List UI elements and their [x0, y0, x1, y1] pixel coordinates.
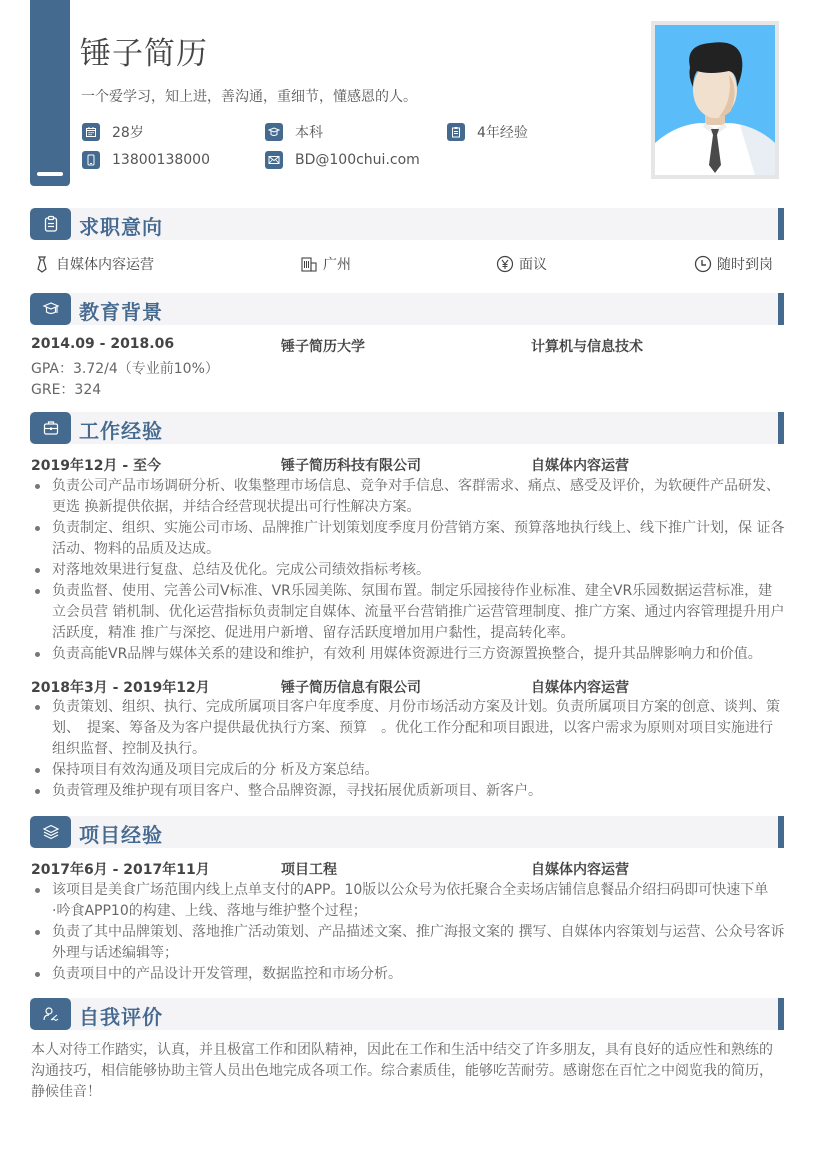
- section-title: 求职意向: [79, 215, 163, 239]
- availability-value: 随时到岗: [717, 257, 773, 273]
- project-name: 项目工程: [281, 862, 337, 878]
- header-accent-bar: [30, 0, 70, 186]
- list-item: 负责策划、组织、执行、完成所属项目客户年度季度、月份市场活动方案及计划。负责所属项目方案的创意、谈判、策划、 提案、筹备及为客户提供最优执行方案、预算 。优化工作分配和项目跟进，以客户需求为原则对项目实施进行组织监督、控制及执行。: [31, 697, 786, 760]
- job-bullets: [31, 697, 786, 802]
- layers-icon: [30, 816, 71, 848]
- candidate-name: 锤子简历: [80, 36, 208, 72]
- section-end-bar: [778, 816, 784, 848]
- section-header-work: [30, 412, 784, 444]
- briefcase-icon: [30, 412, 71, 444]
- education-school: 锤子简历大学: [281, 339, 365, 355]
- info-experience: [447, 122, 528, 142]
- intent-salary: [496, 254, 547, 274]
- candidate-motto: 一个爱学习，知上进，善沟通，重细节，懂感恩的人。: [81, 89, 417, 105]
- building-icon: [300, 255, 318, 273]
- intent-city: [300, 254, 351, 274]
- section-end-bar: [778, 293, 784, 325]
- intent-position: [33, 254, 154, 274]
- self-eval-text: 本人对待工作踏实，认真，并且极富工作和团队精神，因此在工作和生活中结交了许多朋友，具有良好的适应性和熟练的沟通技巧，相信能够协助主管人员出色地完成各项工作。综合素质佳，能够吃苦耐劳。感谢您在百忙之中阅览我的简历，静候佳音！: [31, 1042, 773, 1100]
- intent-availability: [694, 254, 773, 274]
- section-title: 自我评价: [79, 1005, 163, 1029]
- email-value: BD@100chui.com: [295, 152, 420, 168]
- education-gre: GRE：324: [31, 382, 102, 398]
- graduation-cap-icon: [30, 293, 71, 325]
- section-header-project: [30, 816, 784, 848]
- profile-photo: [651, 21, 779, 179]
- list-item: 负责高能VR品牌与媒体关系的建设和维护，有效利 用媒体资源进行三方资源置换整合，提升其品牌影响力和价值。: [31, 644, 786, 665]
- user-edit-icon: [30, 998, 71, 1030]
- job-role: 自媒体内容运营: [531, 680, 629, 696]
- project-bullets: [31, 880, 786, 985]
- section-end-bar: [778, 998, 784, 1030]
- education-major: 计算机与信息技术: [531, 339, 643, 355]
- section-title: 项目经验: [79, 823, 163, 847]
- yen-icon: [496, 255, 514, 273]
- job-company: 锤子简历信息有限公司: [281, 680, 421, 696]
- experience-value: 4年经验: [477, 125, 528, 141]
- age-value: 28岁: [112, 125, 144, 141]
- job-period: 2019年12月 - 至今: [31, 458, 162, 474]
- info-education: [265, 122, 323, 142]
- section-header-education: [30, 293, 784, 325]
- info-age: [82, 122, 144, 142]
- job-bullets: [31, 476, 786, 665]
- list-item: 负责管理及维护现有项目客户、整合品牌资源，寻找拓展优质新项目、新客户。: [31, 781, 786, 802]
- section-header-self-eval: [30, 998, 784, 1030]
- list-item: 该项目是美食广场范围内线上点单支付的APP。10版以公众号为依托聚合全卖场店铺信息餐品介绍扫码即可快速下单 ·吟食APP10的构建、上线、落地与维护整个过程；: [31, 880, 786, 922]
- city-value: 广州: [323, 257, 351, 273]
- graduation-cap-icon: [265, 123, 283, 141]
- phone-icon: [82, 151, 100, 169]
- calendar-icon: [82, 123, 100, 141]
- job-role: 自媒体内容运营: [531, 458, 629, 474]
- section-end-bar: [778, 412, 784, 444]
- list-item: 负责项目中的产品设计开发管理，数据监控和市场分析。: [31, 964, 786, 985]
- list-item: 对落地效果进行复盘、总结及优化。完成公司绩效指标考核。: [31, 560, 786, 581]
- job-period: 2018年3月 - 2019年12月: [31, 680, 210, 696]
- education-value: 本科: [295, 125, 323, 141]
- section-header-intent: [30, 208, 784, 240]
- info-phone: [82, 151, 210, 169]
- position-value: 自媒体内容运营: [56, 257, 154, 273]
- list-item: 负责监督、使用、完善公司V标准、VR乐园美陈、氛围布置。制定乐园接待作业标准、建全VR乐园数据运营标准，建立会员营 销机制、优化运营指标负责制定自媒体、流量平台营销推广运营管理制度、推广方案、通过内容管理提升用户活跃度，精准 推广与深挖、促进用户新增、留存活跃度增加用户黏性，提高转化率。: [31, 581, 786, 644]
- section-title: 工作经验: [79, 419, 163, 443]
- project-role: 自媒体内容运营: [531, 862, 629, 878]
- list-item: 负责了其中品牌策划、落地推广活动策划、产品描述文案、推广海报文案的 撰写、自媒体内容策划与运营、公众号客诉外理与话述编辑等；: [31, 922, 786, 964]
- phone-value: 13800138000: [112, 152, 210, 168]
- clipboard-icon: [30, 208, 71, 240]
- section-title: 教育背景: [79, 300, 163, 324]
- list-item: 负责制定、组织、实施公司市场、品牌推广计划策划度季度月份营销方案、预算落地执行线上、线下推广计划，保 证各活动、物料的品质及达成。: [31, 518, 786, 560]
- project-period: 2017年6月 - 2017年11月: [31, 862, 210, 878]
- education-period: 2014.09 - 2018.06: [31, 336, 175, 352]
- info-email: [265, 151, 420, 169]
- education-gpa: GPA：3.72/4（专业前10%）: [31, 361, 219, 377]
- section-end-bar: [778, 208, 784, 240]
- mail-icon: [265, 151, 283, 169]
- accent-dash: [37, 172, 63, 176]
- clipboard-icon: [447, 123, 465, 141]
- list-item: 负责公司产品市场调研分析、收集整理市场信息、竞争对手信息、客群需求、痛点、感受及评价，为软硬件产品研发、更选 换新提供依据，并结合经营现状提出可行性解决方案。: [31, 476, 786, 518]
- list-item: 保持项目有效沟通及项目完成后的分 析及方案总结。: [31, 760, 786, 781]
- salary-value: 面议: [519, 257, 547, 273]
- tie-icon: [33, 255, 51, 273]
- clock-icon: [694, 255, 712, 273]
- avatar-illustration: [655, 25, 775, 175]
- job-company: 锤子简历科技有限公司: [281, 458, 421, 474]
